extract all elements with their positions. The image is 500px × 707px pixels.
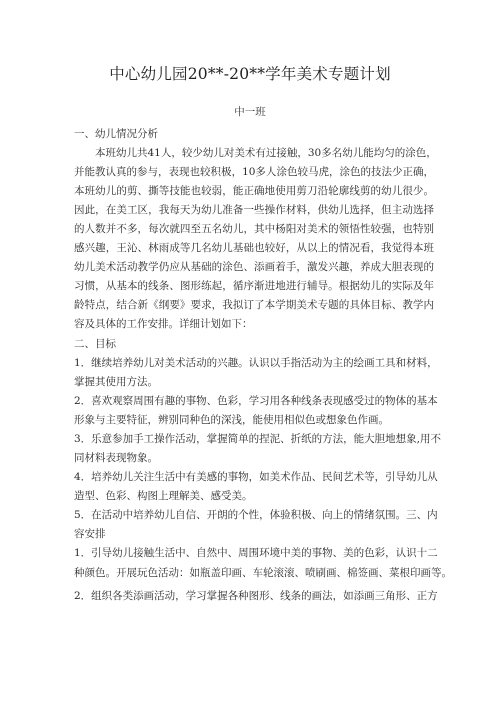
body-line: 龄特点，结合新《纲要》要求，我拟订了本学期美术专题的具体目标、教学内 <box>74 299 434 311</box>
body-line: 种颜色。开展玩色活动：如瓶盖印画、车轮滚滚、喷刷画、棉签画、菜根印画等。 <box>74 567 452 579</box>
body-line: 造型、色彩、构图上理解美、感受美。 <box>74 490 253 502</box>
body-line: 的人数并不多，每次就四至五名幼儿，其中杨阳对美术的领悟性较强，也特别 <box>74 223 434 235</box>
body-line: 容及具体的工作安排。详细计划如下： <box>74 318 253 330</box>
body-line: 二、目标 <box>74 338 116 350</box>
body-line: 本班幼儿的剪、撕等技能也较弱，能正确地使用剪刀沿轮廓线剪的幼儿很少。 <box>74 185 434 197</box>
body-line: 感兴趣，王沁、林雨成等几名幼儿基础也较好，从以上的情况看，我觉得本班 <box>74 242 434 254</box>
body-line: 掌握其使用方法。 <box>74 376 158 388</box>
body-line: 因此，在美工区，我每天为幼儿准备一些操作材料，供幼儿选择，但主动选择 <box>74 204 434 216</box>
body-line: 3．乐意参加手工操作活动，掌握简单的捏泥、折纸的方法，能大胆地想象,用不 <box>74 433 442 445</box>
body-line: 同材料表现物象。 <box>74 452 158 464</box>
body-line: 1．继续培养幼儿对美术活动的兴趣。认识以手指活动为主的绘画工具和材料， <box>74 357 438 369</box>
body-line: 2．组织各类添画活动，学习掌握各种图形、线条的画法，如添画三角形、正方 <box>74 590 438 602</box>
class-name: 中一班 <box>234 106 266 118</box>
body-line: 一、幼儿情况分析 <box>74 128 158 140</box>
body-line: 容安排 <box>74 528 106 540</box>
body-line: 4．培养幼儿关注生活中有美感的事物，如美术作品、民间艺术等，引导幼儿从 <box>74 471 438 483</box>
body-line: 本班幼儿共41人，较少幼儿对美术有过接触，30多名幼儿能均匀的涂色， <box>74 147 437 159</box>
body-line: 习惯，从基本的线条、图形练起，循序渐进地进行辅导。根据幼儿的实际及年 <box>74 280 434 292</box>
body-line: 1．引导幼儿接触生活中、自然中、周围环境中美的事物、美的色彩，认识十二 <box>74 547 438 559</box>
body-line: 并能教认真的参与，表现也较积极，10多人涂色较马虎，涂色的技法少正确， <box>74 166 434 178</box>
body-line: 5．在活动中培养幼儿自信、开朗的个性，体验积极、向上的情绪氛围。三、内 <box>74 509 438 521</box>
document-title: 中心幼儿园20**-20**学年美术专题计划 <box>109 65 391 83</box>
body-line: 2．喜欢观察周围有趣的事物、色彩，学习用各种线条表现感受过的物体的基本 <box>74 395 438 407</box>
body-line: 幼儿美术活动教学仍应从基础的涂色、添画着手，激发兴趣，养成大胆表现的 <box>74 261 434 273</box>
body-line: 形象与主要特征，辨别同种色的深浅，能使用相似色或想象色作画。 <box>74 414 389 426</box>
